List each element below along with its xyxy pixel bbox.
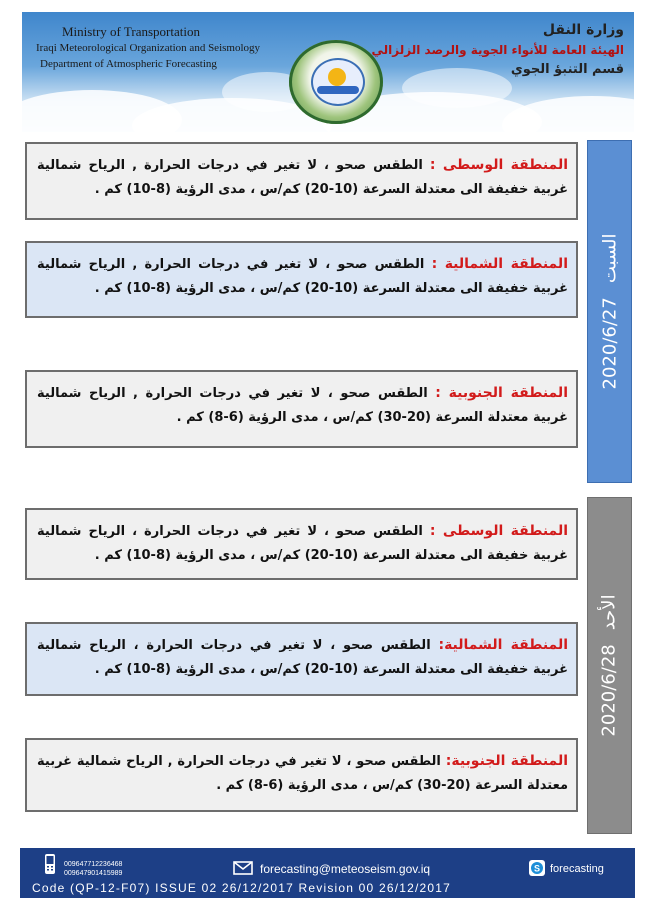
phone-numbers bbox=[64, 860, 122, 878]
phone-icon bbox=[44, 853, 56, 875]
day-name: الأحد bbox=[599, 594, 621, 631]
forecast-box-north-day1 bbox=[25, 241, 578, 318]
forecast-text: الطقس صحو ، لا تغير في درجات الحرارة ، الرياح شمالية غربية خفيفة الى معتدلة السرعة (10-20) كم/س ، مدى الرؤية (8-10) كم . bbox=[37, 524, 568, 563]
organization-name-ar: الهيئة العامة للأنواء الجوية والرصد الزلزالي bbox=[371, 43, 624, 57]
day-sidebar-day1 bbox=[587, 140, 632, 483]
department-name-ar: قسم التنبؤ الجوي bbox=[510, 62, 624, 77]
english-header bbox=[36, 24, 260, 72]
forecast-text: الطقس صحو ، لا تغير في درجات الحرارة , الرياح شمالية غربية خفيفة الى معتدلة السرعة (10-20) كم/س ، مدى الرؤية (8-10) كم . bbox=[37, 158, 568, 197]
mail-icon bbox=[233, 861, 253, 875]
region-label: المنطقة الوسطى : bbox=[429, 157, 568, 173]
forecast-box-north-day2 bbox=[25, 622, 578, 696]
letterhead-banner bbox=[22, 12, 634, 132]
ministry-name-ar: وزارة النقل bbox=[542, 22, 624, 38]
forecast-text: الطقس صحو ، لا تغير في درجات الحرارة ، الرياح شمالية غربية خفيفة الى معتدلة السرعة (10-20) كم/س ، مدى الرؤية (8-10) كم . bbox=[37, 638, 568, 677]
day-name: السبت bbox=[599, 233, 621, 284]
organization-name-en: Iraqi Meteorological Organization and Seismology bbox=[36, 42, 261, 54]
svg-text:S: S bbox=[533, 863, 541, 874]
region-label: المنطقة الوسطى : bbox=[429, 523, 568, 539]
day-sidebar-day2 bbox=[587, 497, 632, 834]
forecast-text: الطقس صحو ، لا تغير في درجات الحرارة , الرياح شمالية غربية خفيفة الى معتدلة السرعة (10-20) كم/س ، مدى الرؤية (8-10) كم . bbox=[37, 257, 568, 296]
department-name-en: Department of Atmospheric Forecasting bbox=[40, 58, 217, 70]
region-label: المنطقة الجنوبية : bbox=[435, 385, 568, 401]
email-link[interactable]: forecasting@meteoseism.gov.iq bbox=[260, 862, 431, 876]
phone-number-1: 009647712236468 bbox=[64, 861, 123, 868]
arabic-header bbox=[372, 20, 624, 80]
skype-handle[interactable]: forecasting bbox=[550, 863, 604, 875]
region-label: المنطقة الشمالية: bbox=[438, 637, 568, 653]
forecast-box-south-day2 bbox=[25, 738, 578, 812]
footer-bar bbox=[20, 848, 635, 898]
ministry-name-en: Ministry of Transportation bbox=[62, 24, 200, 39]
region-label: المنطقة الشمالية : bbox=[431, 256, 568, 272]
organization-seal-icon bbox=[289, 40, 383, 124]
forecast-box-south-day1 bbox=[25, 370, 578, 448]
skype-icon bbox=[529, 860, 545, 876]
day-date: 2020/6/28 bbox=[599, 644, 621, 737]
forecast-text: الطقس صحو ، لا تغير في درجات الحرارة , الرياح شمالية غربية معتدلة السرعة (20-30) كم/س ، مدى الرؤية (6-8) كم . bbox=[37, 754, 568, 793]
document-code: Code (QP-12-F07) ISSUE 02 26/12/2017 Revision 00 26/12/2017 bbox=[32, 881, 452, 895]
region-label: المنطقة الجنوبية: bbox=[445, 753, 569, 769]
forecast-text: الطقس صحو ، لا تغير في درجات الحرارة , الرياح شمالية غربية معتدلة السرعة (20-30) كم/س ، مدى الرؤية (6-8) كم . bbox=[37, 386, 568, 425]
forecast-box-central-day2 bbox=[25, 508, 578, 580]
day-date: 2020/6/27 bbox=[599, 297, 621, 390]
phone-number-2: 009647901415989 bbox=[64, 870, 123, 877]
forecast-box-central-day1 bbox=[25, 142, 578, 220]
